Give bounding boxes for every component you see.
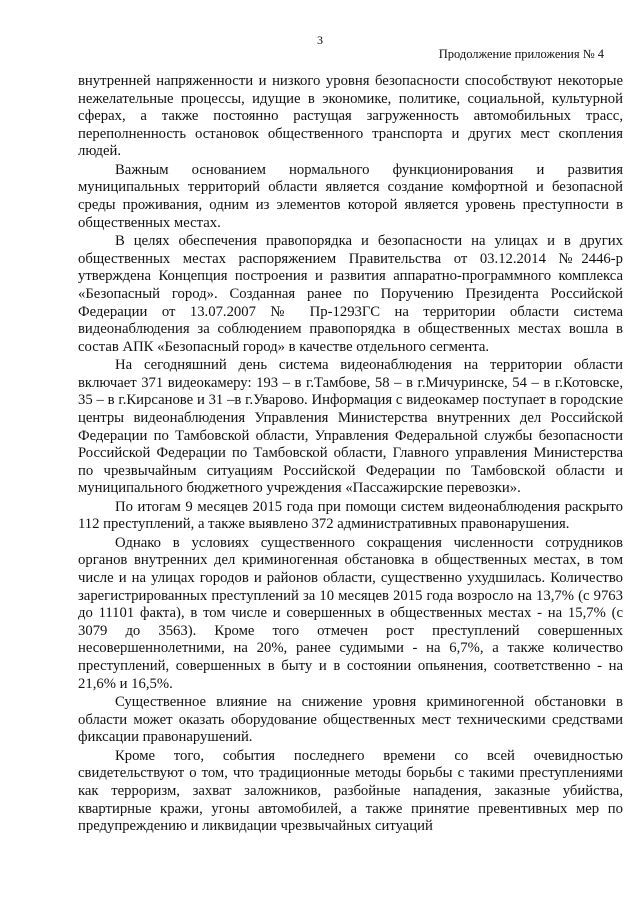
paragraph: По итогам 9 месяцев 2015 года при помощи систем видеонаблюдения раскрыто 112 преступлений, а также выявлено 372 административных правонарушения. [78, 498, 623, 533]
appendix-continuation-label: Продолжение приложения № 4 [438, 47, 604, 61]
paragraph: В целях обеспечения правопорядка и безопасности на улицах и в других общественных местах распоряжением Правительства от 03.12.2014 №2446-р утверждена Концепция построения и развития аппаратно-программного комплекса «Безопасный город». Созданная ранее по Поручению Президента Российской Федерации от 13.07.2007 № Пр-1293ГС на территории области система видеонаблюдения за соблюдением правопорядка в общественных местах вошла в состав АПК «Безопасный город» в качестве отдельного сегмента. [78, 233, 623, 355]
paragraph: внутренней напряженности и низкого уровня безопасности способствуют некоторые нежелательные процессы, идущие в экономике, политике, социальной, культурной сферах, а также постоянно растущая загруженность автомобильных трасс, переполненность остановок общественного транспорта и других мест скопления людей. [78, 73, 623, 160]
paragraph: Кроме того, события последнего времени со всей очевидностью свидетельствуют о том, что традиционные методы борьбы с такими преступлениями как терроризм, захват заложников, разбойные нападения, заказные убийства, квартирные кражи, угоны автомобилей, а также принятие превентивных мер по предупреждению и ликвидации чрезвычайных ситуаций [78, 747, 623, 835]
paragraph: Однако в условиях существенного сокращения численности сотрудников органов внутренних дел криминогенная обстановка в общественных местах, в том числе и на улицах городов и районов области, существенно ухудшилась. Количество зарегистрированных преступлений за 10 месяцев 2015 года возросло на 13,7% (с 9763 до 11101 факта), в том числе и совершенных в общественных местах - на 15,7% (с 3079 до 3563). Кроме того отмечен рост преступлений совершенных несовершеннолетними, на 20%, ранее судимыми - на 6,7%, а также количество преступлений, совершенных в быту и в состоянии опьянения, соответственно - на 21,6% и 16,5%. [78, 534, 623, 692]
paragraph: Существенное влияние на снижение уровня криминогенной обстановки в области может оказать оборудование общественных мест техническими средствами фиксации правонарушений. [78, 694, 623, 746]
paragraph: На сегодняшний день система видеонаблюдения на территории области включает 371 видеокамеру: 193 – в г.Тамбове, 58 – в г.Мичуринске, 54 – в г.Котовске, 35 – в г.Кирсанове и 31 –в г.Уварово. Информация с видеокамер поступает в городские центры видеонаблюдения Управления Министерства внутренних дел Российской Федерации по Тамбовской области, Управления Федеральной службы безопасности Российской Федерации по Тамбовской области, Главного управления Министерства по чрезвычайным ситуациям Российской Федерации по Тамбовской области и муниципального бюджетного учреждения «Пассажирские перевозки». [78, 357, 623, 497]
body-text [78, 73, 623, 837]
page-number: 3 [317, 33, 323, 47]
paragraph: Важным основанием нормального функционирования и развития муниципальных территорий области является создание комфортной и безопасной среды проживания, одним из элементов которой является уровень преступности в общественных местах. [78, 161, 623, 231]
